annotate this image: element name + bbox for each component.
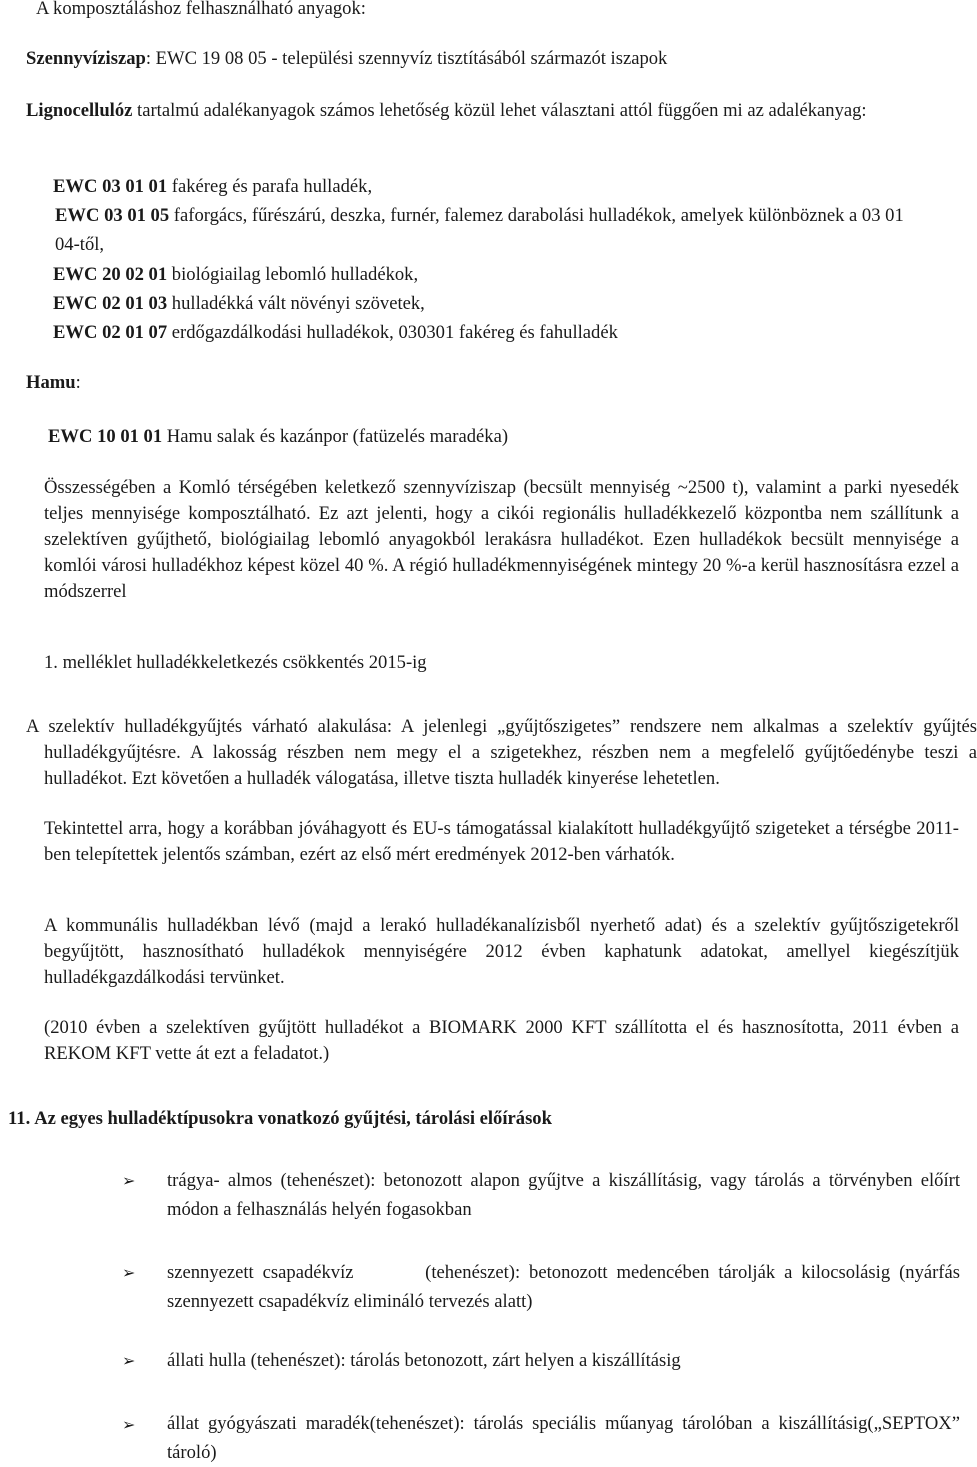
lignocellulose-text: tartalmú adalékanyagok számos lehetőség közül lehet választani attól függően mi az adalékanyag: — [132, 100, 867, 121]
sludge-line — [26, 46, 946, 72]
ewc-code: EWC 03 01 01 — [53, 176, 168, 197]
section-title: Az egyes hulladéktípusokra vonatkozó gyűjtési, tárolási előírások — [34, 1108, 552, 1129]
ewc-item — [53, 289, 933, 318]
biomark-paragraph: (2010 évben a szelektíven gyűjtött hulladékot a BIOMARK 2000 KFT szállította el és hasznosította, 2011 évben a REKOM KFT vette át ezt a feladatot.) — [44, 1017, 959, 1064]
ewc-code: EWC 02 01 03 — [53, 292, 168, 314]
bullet-item: trágya- almos (tehenészet): betonozott alapon gyűjtve a kiszállításig, vagy tárolás a törvényben előírt módon a felhasználás helyén fogasokban — [167, 1170, 960, 1220]
arrow-bullet-icon: ➢ — [122, 1263, 136, 1282]
ash-item — [48, 424, 928, 450]
intro-heading: A komposztáláshoz felhasználható anyagok: — [36, 0, 366, 19]
ewc-item — [53, 260, 933, 289]
ewc-text: faforgács, fűrészárú, deszka, furnér, falemez darabolási hulladékok, amelyek különböznek a 03 01 04-től, — [55, 205, 904, 256]
ewc-item — [53, 318, 933, 347]
ash-colon: : — [75, 372, 81, 393]
bullet-item: állati hulla (tehenészet): tárolás betonozott, zárt helyen a kiszállításig — [167, 1350, 681, 1371]
lignocellulose-paragraph — [26, 98, 956, 124]
sludge-text: : EWC 19 08 05 - települési szennyvíz tisztításából származót iszapok — [145, 48, 668, 69]
communal-paragraph: A kommunális hulladékban lévő (majd a lerakó hulladékanalízisből nyerhető adat) és a szelektív gyűjtőszigetekről begyűjtött, hasznosítható hulladékok mennyiségére 2012 évben kaphatunk adatokat, amellyel kiegészítjük hulladékgazdálkodási tervünket. — [44, 915, 959, 988]
annex-title: 1. melléklet hulladékkeletkezés csökkentés 2015-ig — [44, 652, 427, 673]
arrow-bullet-icon: ➢ — [122, 1171, 136, 1190]
islands-paragraph: Tekintettel arra, hogy a korábban jóváhagyott és EU-s támogatással kialakított hulladékgyűjtő szigeteket a térségbe 2011-ben telepítettek jelentős számban, ezért az első mért eredmények 2012-ben várhatók. — [44, 818, 959, 865]
ewc-text: biológiailag lebomló hulladékok, — [167, 263, 419, 285]
summary-paragraph: Összességében a Komló térségében keletkező szennyvíziszap (becsült mennyiség ~2500 t), valamint a parki nyesedék teljes mennyisége komposztálható. Ez azt jelenti, hogy a cikói regionális hulladékkezelő központba nem szállítunk a szelektíven gyűjthető, biológiailag lebomló anyagokból lerakásra hulladékot. Ezen hulladékok becsült mennyisége a komlói városi hulladékhoz képest közel 40 %. A régió hulladékmennyiségének mintegy 20 %-a kerül hasznosításra ezzel a módszerrel — [44, 477, 959, 602]
ewc-code: EWC 20 02 01 — [53, 263, 168, 285]
bullet-item: állat gyógyászati maradék(tehenészet): tárolás speciális műanyag tárolóban a kiszállításig(„SEPTOX” tároló) — [167, 1413, 960, 1463]
ewc-item — [53, 172, 933, 201]
section-number: 11. — [8, 1108, 31, 1129]
ewc-text: hulladékká vált növényi szövetek, — [167, 292, 425, 314]
ash-term: Hamu — [26, 372, 76, 393]
ash-heading — [26, 370, 81, 396]
ash-text: Hamu salak és kazánpor (fatüzelés maradéka) — [162, 426, 509, 447]
ewc-item — [53, 201, 933, 259]
selective-paragraph: A szelektív hulladékgyűjtés várható alakulása: A jelenlegi „gyűjtőszigetes” rendszere nem alkalmas a szelektív gyűjtés hulladékgyűjtésre. A lakosság részben nem megy el a szigetekhez, részben nem a megfelelő gyűjtőedénybe teszi a hulladékot. Ezt követően a hulladék válogatása, illetve tiszta hulladék kinyerése lehetetlen. — [26, 716, 977, 789]
ewc-code: EWC 02 01 07 — [53, 322, 168, 344]
section-heading — [8, 1106, 938, 1132]
sludge-term: Szennyvíziszap — [26, 48, 146, 69]
ewc-text: fakéreg és parafa hulladék, — [167, 176, 373, 197]
ewc-code: EWC 03 01 05 — [55, 205, 170, 227]
ewc-list — [53, 172, 933, 347]
lignocellulose-term: Lignocellulóz — [26, 100, 133, 121]
arrow-bullet-icon: ➢ — [122, 1415, 136, 1434]
ash-code: EWC 10 01 01 — [48, 426, 163, 447]
ewc-text: erdőgazdálkodási hulladékok, 030301 fakéreg és fahulladék — [167, 322, 618, 344]
arrow-bullet-icon: ➢ — [122, 1351, 136, 1370]
bullet-item: szennyezett csapadékvíz (tehenészet): betonozott medencében tárolják a kilocsolásig (nyárfás szennyezett csapadékvíz elimináló tervezés alatt) — [167, 1262, 965, 1312]
